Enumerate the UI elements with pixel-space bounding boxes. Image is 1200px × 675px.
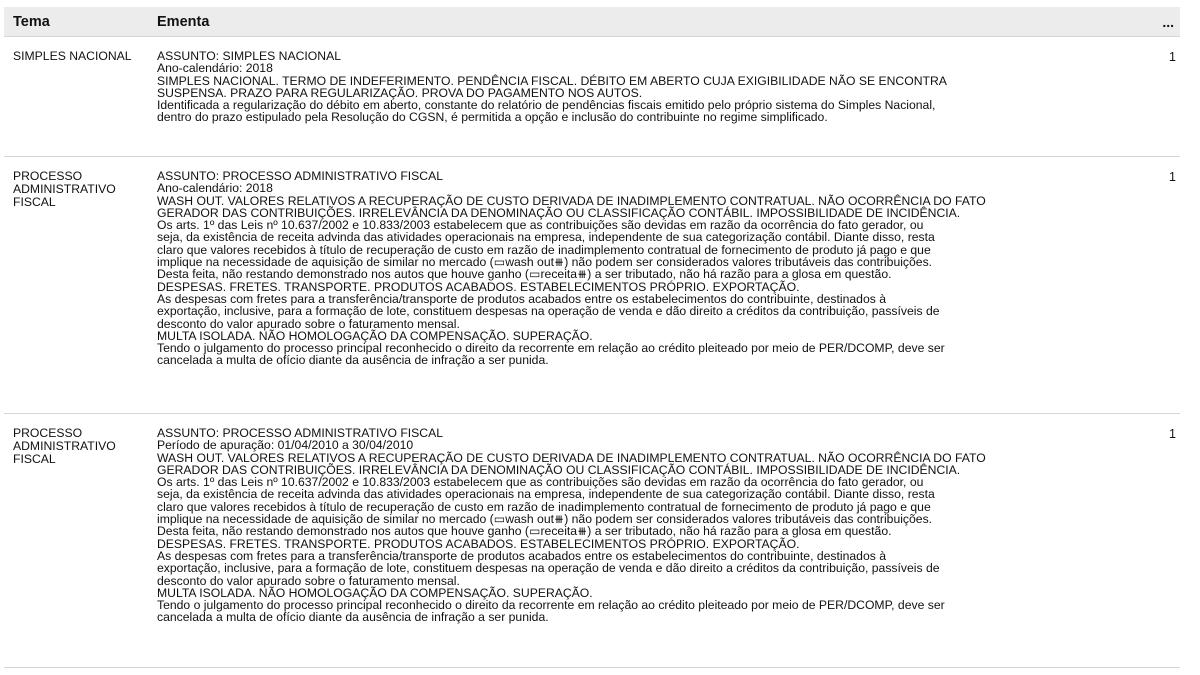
ementa-line: seja, da existência de receita advinda das atividades operacionais na empresa, independente de sua categorização contábil. Diante disso, resta bbox=[157, 230, 935, 245]
row-count: 1 bbox=[1169, 427, 1176, 441]
ementa-line: desconto do valor apurado sobre o faturamento mensal. bbox=[157, 573, 460, 588]
ementa-line: implique na necessidade de aquisição de similar no mercado (▭wash out⧻) não podem ser considerados valores tributáveis das contribuições. bbox=[157, 255, 933, 270]
row-tema: PROCESSO ADMINISTRATIVO FISCAL bbox=[13, 169, 116, 209]
table-row[interactable] bbox=[4, 157, 1180, 414]
row-ementa bbox=[146, 157, 1154, 413]
ementa-line: DESPESAS. FRETES. TRANSPORTE. PRODUTOS ACABADOS. ESTABELECIMENTOS PRÓPRIO. EXPORTAÇÃO. bbox=[157, 279, 800, 294]
ementa-line: dentro do prazo estipulado pela Resolução do CGSN, é permitida a opção e inclusão do contribuinte no regime simplificado. bbox=[157, 110, 828, 125]
ementa-line: claro que valores recebidos à título de recuperação de custo em razão de inadimplemento contratual de fornecimento de produto já pago e que bbox=[157, 499, 931, 514]
ementa-line: Os arts. 1º das Leis nº 10.637/2002 e 10.833/2003 estabelecem que as contribuições são devidas em razão da ocorrência do fato gerador, ou bbox=[157, 218, 924, 233]
results-table bbox=[4, 7, 1180, 668]
ementa-line: MULTA ISOLADA. NÃO HOMOLOGAÇÃO DA COMPENSAÇÃO. SUPERAÇÃO. bbox=[157, 328, 593, 343]
ementa-line: cancelada a multa de ofício diante da ausência de infração a ser punida. bbox=[157, 353, 549, 368]
ementa-line: ASSUNTO: PROCESSO ADMINISTRATIVO FISCAL bbox=[157, 426, 444, 440]
ementa-line: WASH OUT. VALORES RELATIVOS A RECUPERAÇÃO DE CUSTO DERIVADA DE INADIMPLEMENTO CONTRATUAL. NÃO OCORRÊNCIA DO FATO bbox=[157, 450, 986, 465]
ementa-line: seja, da existência de receita advinda das atividades operacionais na empresa, independente de sua categorização contábil. Diante disso, resta bbox=[157, 487, 935, 502]
table-header bbox=[4, 7, 1180, 37]
row-count: 1 bbox=[1169, 50, 1176, 64]
ementa-line: ASSUNTO: SIMPLES NACIONAL bbox=[157, 49, 341, 63]
ementa-line: Desta feita, não restando demonstrado nos autos que houve ganho (▭receita⧻) a ser tributado, não há razão para a glosa em questão. bbox=[157, 267, 892, 282]
more-options-button[interactable]: ... bbox=[1162, 13, 1174, 30]
ementa-line: DESPESAS. FRETES. TRANSPORTE. PRODUTOS ACABADOS. ESTABELECIMENTOS PRÓPRIO. EXPORTAÇÃO. bbox=[157, 536, 800, 551]
ementa-line: implique na necessidade de aquisição de similar no mercado (▭wash out⧻) não podem ser considerados valores tributáveis das contribuições. bbox=[157, 512, 933, 527]
ementa-line: GERADOR DAS CONTRIBUIÇÕES. IRRELEVÂNCIA DA DENOMINAÇÃO OU CLASSIFICAÇÃO CONTÁBIL. IMPOSSIBILIDADE DE INCIDÊNCIA. bbox=[157, 205, 961, 220]
row-ementa bbox=[146, 414, 1154, 667]
ementa-line: As despesas com fretes para a transferência/transporte de produtos acabados entre os estabelecimentos do contribuinte, destinados à bbox=[157, 291, 886, 306]
ementa-line: Desta feita, não restando demonstrado nos autos que houve ganho (▭receita⧻) a ser tributado, não há razão para a glosa em questão. bbox=[157, 524, 892, 539]
ementa-line: exportação, inclusive, para a formação de lote, constituem despesas na operação de venda e dão direito a créditos da contribuição, passíveis de bbox=[157, 561, 940, 576]
table-row[interactable] bbox=[4, 414, 1180, 668]
ementa-line: Ano-calendário: 2018 bbox=[157, 61, 273, 76]
ementa-line: WASH OUT. VALORES RELATIVOS A RECUPERAÇÃO DE CUSTO DERIVADA DE INADIMPLEMENTO CONTRATUAL. NÃO OCORRÊNCIA DO FATO bbox=[157, 193, 986, 208]
ementa-line: Tendo o julgamento do processo principal reconhecido o direito da recorrente em relação ao crédito pleiteado por meio de PER/DCOMP, deve ser bbox=[157, 598, 945, 613]
table-row[interactable] bbox=[4, 37, 1180, 157]
row-ementa bbox=[146, 37, 1154, 156]
ementa-line: Os arts. 1º das Leis nº 10.637/2002 e 10.833/2003 estabelecem que as contribuições são devidas em razão da ocorrência do fato gerador, ou bbox=[157, 475, 924, 490]
row-tema: PROCESSO ADMINISTRATIVO FISCAL bbox=[13, 426, 116, 466]
column-header-tema[interactable]: Tema bbox=[13, 13, 50, 30]
ementa-line: Identificada a regularização do débito em aberto, constante do relatório de pendências fiscais emitido pelo próprio sistema do Simples Nacional, bbox=[157, 98, 936, 113]
ementa-line: GERADOR DAS CONTRIBUIÇÕES. IRRELEVÂNCIA DA DENOMINAÇÃO OU CLASSIFICAÇÃO CONTÁBIL. IMPOSSIBILIDADE DE INCIDÊNCIA. bbox=[157, 462, 961, 477]
ementa-line: desconto do valor apurado sobre o faturamento mensal. bbox=[157, 316, 460, 331]
ementa-line: exportação, inclusive, para a formação de lote, constituem despesas na operação de venda e dão direito a créditos da contribuição, passíveis de bbox=[157, 304, 940, 319]
row-tema: SIMPLES NACIONAL bbox=[13, 49, 132, 63]
row-count: 1 bbox=[1169, 170, 1176, 184]
ementa-line: SIMPLES NACIONAL. TERMO DE INDEFERIMENTO. PENDÊNCIA FISCAL. DÉBITO EM ABERTO CUJA EXIGIBILIDADE NÃO SE ENCONTRA bbox=[157, 73, 947, 88]
ementa-line: As despesas com fretes para a transferência/transporte de produtos acabados entre os estabelecimentos do contribuinte, destinados à bbox=[157, 548, 886, 563]
ementa-line: SUSPENSA. PRAZO PARA REGULARIZAÇÃO. PROVA DO PAGAMENTO NOS AUTOS. bbox=[157, 85, 643, 100]
column-header-ementa[interactable]: Ementa bbox=[157, 13, 210, 30]
ementa-line: ASSUNTO: PROCESSO ADMINISTRATIVO FISCAL bbox=[157, 169, 444, 183]
ementa-line: cancelada a multa de ofício diante da ausência de infração a ser punida. bbox=[157, 610, 549, 625]
ementa-line: MULTA ISOLADA. NÃO HOMOLOGAÇÃO DA COMPENSAÇÃO. SUPERAÇÃO. bbox=[157, 585, 593, 600]
ementa-line: claro que valores recebidos à título de recuperação de custo em razão de inadimplemento contratual de fornecimento de produto já pago e que bbox=[157, 242, 931, 257]
ementa-line: Tendo o julgamento do processo principal reconhecido o direito da recorrente em relação ao crédito pleiteado por meio de PER/DCOMP, deve ser bbox=[157, 341, 945, 356]
ementa-line: Período de apuração: 01/04/2010 a 30/04/2010 bbox=[157, 438, 414, 453]
ementa-line: Ano-calendário: 2018 bbox=[157, 181, 273, 196]
